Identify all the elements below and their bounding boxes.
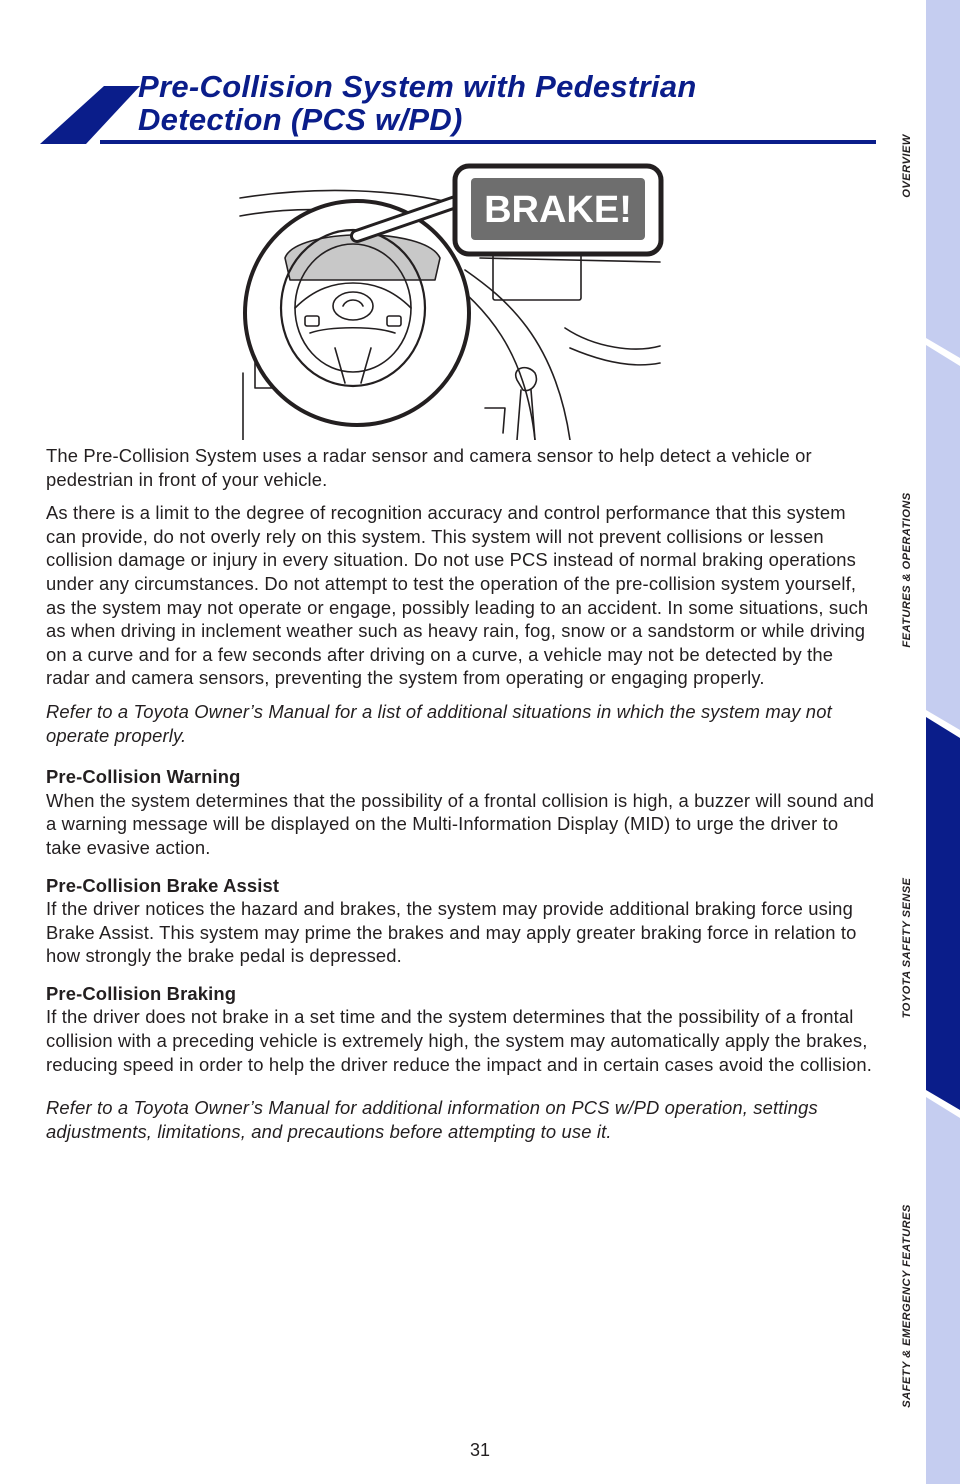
closing-note: Refer to a Toyota Owner’s Manual for additional information on PCS w/PD operation, settings adjustments, limitations, and precautions before attempting to use it.: [46, 1097, 818, 1142]
chapter-tabs: [926, 0, 960, 1484]
side-tab-label-features[interactable]: FEATURES & OPERATIONS: [901, 492, 913, 648]
page-header: [40, 60, 876, 150]
section-pre-collision-warning: [46, 765, 876, 859]
warning-paragraph: As there is a limit to the degree of recognition accuracy and control performance that this system can provide, do not overly rely on this system. This system will not prevent collisions or lessen collision damage or injury in every situation. Do not use PCS instead of normal braking operations under any circumstances. Do not attempt to test the operation of the pre-collision system yourself, as the system may not operate or engage, possibly leading to an accident. In some situations, such as when driving in inclement weather such as heavy rain, fog, snow or a sandstorm or while driving on a curve and for a few seconds after driving on a curve, a vehicle may not be detected by the radar and camera sensors, preventing the system from operating or engaging properly.: [46, 502, 869, 689]
tab-safety-emergency: [926, 1097, 960, 1484]
section-body: When the system determines that the possibility of a frontal collision is high, a buzzer will sound and a warning message will be displayed on the Multi-Information Display (MID) to urge the driver to take evasive action.: [46, 789, 875, 858]
section-body: If the driver does not brake in a set time and the system determines that the possibility of a frontal collision with a preceding vehicle is extremely high, the system may automatically apply the brakes, reducing speed in order to help the driver reduce the impact and in certain cases avoid the collision.: [46, 1006, 872, 1075]
side-tab-label-safety[interactable]: SAFETY & EMERGENCY FEATURES: [901, 1204, 913, 1408]
tab-features-operations: [926, 345, 960, 730]
section-body: If the driver notices the hazard and brakes, the system may provide additional braking force using Brake Assist. This system may prime the brakes and may apply greater braking force in relation to how strongly the brake pedal is depressed.: [46, 898, 857, 967]
section-heading: Pre-Collision Braking: [46, 982, 237, 1004]
page-title-line2: Detection (PCS w/PD): [138, 102, 463, 137]
tab-toyota-safety-sense: [926, 717, 960, 1110]
page-title-line1: Pre-Collision System with Pedestrian: [138, 69, 697, 104]
owner-manual-note: Refer to a Toyota Owner’s Manual for a list of additional situations in which the system may not operate properly.: [46, 700, 832, 746]
tab-overview: [926, 0, 960, 358]
section-pre-collision-brake-assist: [46, 874, 876, 968]
brake-warning-message: BRAKE!: [484, 189, 632, 231]
page-title: [138, 70, 697, 136]
page-number: 31: [469, 1440, 491, 1460]
title-accent-shape: [40, 60, 140, 144]
title-underline: [100, 140, 876, 144]
intro-paragraph: The Pre-Collision System uses a radar sensor and camera sensor to help detect a vehicle or pedestrian in front of your vehicle.: [46, 445, 812, 490]
section-pre-collision-braking: [46, 982, 876, 1076]
dashboard-illustration: [235, 158, 665, 440]
article-body: [46, 444, 876, 1153]
side-tab-label-tss[interactable]: TOYOTA SAFETY SENSE: [901, 877, 913, 1019]
side-tab-label-overview[interactable]: OVERVIEW: [901, 134, 913, 198]
section-heading: Pre-Collision Brake Assist: [46, 874, 280, 896]
section-heading: Pre-Collision Warning: [46, 766, 241, 788]
